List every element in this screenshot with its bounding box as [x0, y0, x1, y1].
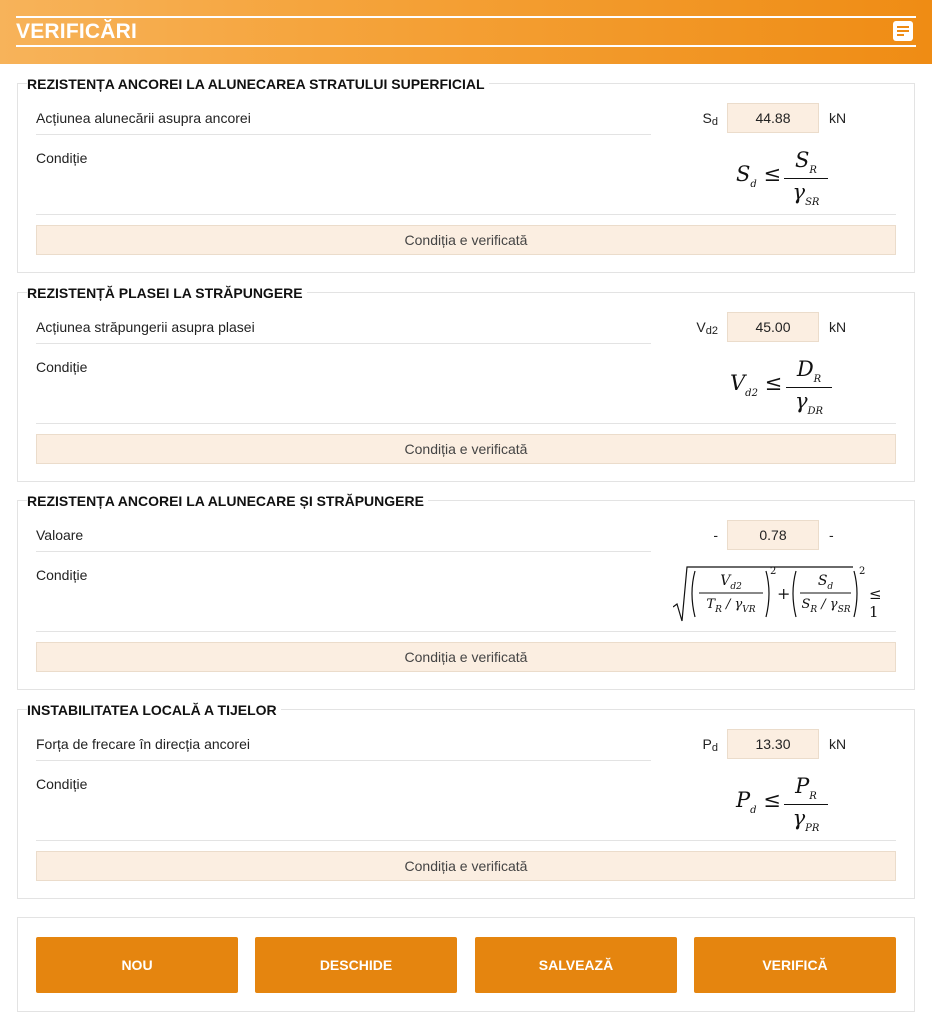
value-field: 44.88: [727, 103, 819, 133]
section-sliding-resistance: [17, 76, 915, 273]
divider: [36, 631, 896, 632]
save-button[interactable]: SALVEAZĂ: [475, 937, 677, 993]
status-message: Condiția e verificată: [36, 225, 896, 255]
symbol: $S_d$: [702, 110, 718, 128]
divider: [36, 840, 896, 841]
condition-label: Condiție: [36, 567, 88, 583]
open-button[interactable]: DESCHIDE: [255, 937, 457, 993]
unit-label: kN: [829, 319, 847, 335]
header-line-top: [16, 16, 916, 18]
header-line-bottom: [16, 45, 916, 47]
condition-label: Condiție: [36, 776, 88, 792]
section-title: REZISTENȚA ANCOREI LA ALUNECARE ȘI STRĂPUNGERE: [27, 492, 428, 510]
action-bar: [17, 917, 915, 1012]
divider: [36, 423, 896, 424]
row-label: Valoare: [36, 527, 651, 552]
value-field: 45.00: [727, 312, 819, 342]
condition-label: Condiție: [36, 359, 88, 375]
status-message: Condiția e verificată: [36, 851, 896, 881]
section-combined-resistance: [17, 493, 915, 690]
verify-button[interactable]: VERIFICĂ: [694, 937, 896, 993]
section-local-instability: [17, 702, 915, 899]
unit-label: kN: [829, 736, 847, 752]
symbol: -: [713, 527, 718, 543]
symbol: $V_{d2}$: [696, 319, 718, 337]
value-field: 13.30: [727, 729, 819, 759]
document-icon[interactable]: [893, 21, 913, 41]
new-button[interactable]: NOU: [36, 937, 238, 993]
row-label: Forța de frecare în direcția ancorei: [36, 736, 651, 761]
symbol: $P_d$: [702, 736, 718, 754]
status-message: Condiția e verificată: [36, 434, 896, 464]
section-punching-resistance: [17, 285, 915, 482]
header-bar: [0, 0, 932, 64]
unit-label: kN: [829, 110, 847, 126]
divider: [36, 214, 896, 215]
section-title: REZISTENȚĂ PLASEI LA STRĂPUNGERE: [27, 284, 307, 302]
unit-label: -: [829, 527, 834, 543]
row-label: Acțiunea străpungerii asupra plasei: [36, 319, 651, 344]
condition-label: Condiție: [36, 150, 88, 166]
section-title: INSTABILITATEA LOCALĂ A TIJELOR: [27, 701, 281, 719]
section-title: REZISTENȚA ANCOREI LA ALUNECAREA STRATULUI SUPERFICIAL: [27, 75, 489, 93]
row-label: Acțiunea alunecării asupra ancorei: [36, 110, 651, 135]
condition-formula: $V_{d2}$ ≤ $D_R$ $\gamma_{DR}$: [730, 357, 850, 419]
condition-formula: $V_{d2}$ $T_R / \gamma_{VR}$ 2 + $S_d$ $S_R / \gamma_{SR}$ 2 ≤ 1: [673, 563, 883, 625]
page-title: VERIFICĂRI: [16, 20, 138, 43]
status-message: Condiția e verificată: [36, 642, 896, 672]
condition-formula: $P_d$ ≤ $P_R$ $\gamma_{PR}$: [736, 774, 846, 836]
condition-formula: $S_d$ ≤ $S_R$ $\gamma_{SR}$: [736, 148, 846, 210]
value-field: 0.78: [727, 520, 819, 550]
